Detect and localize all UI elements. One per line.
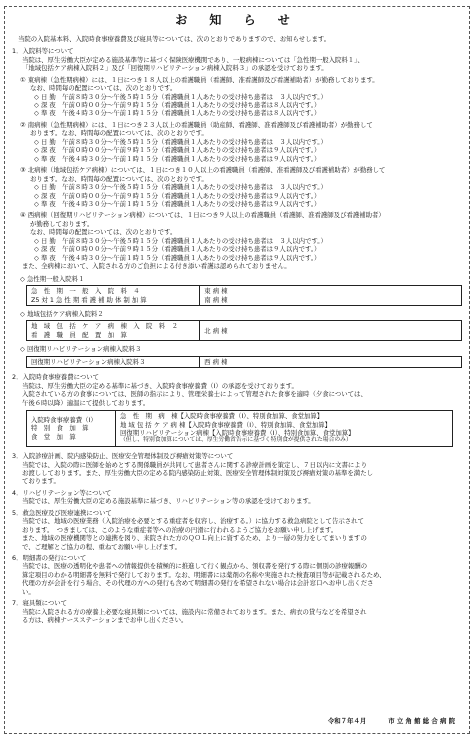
section-1-lead: 当院は、厚生労働大臣が定める施設基準等に基づく保険医療機関であり、一般病棟については「急性期一般入院料１」、 bbox=[22, 55, 364, 64]
table-cell bbox=[200, 356, 462, 367]
section-5-text: 当院では、地域の医療業務（入院治療を必要とする重症者を収容し、治療する。）に協力する救急病院として告示されて bbox=[22, 517, 364, 526]
section-2-heading: 2．入院時食事療養費について bbox=[12, 373, 100, 382]
section-2-text: 午後６時以降）適温にて提供しております。 bbox=[22, 398, 150, 407]
section-3-text: 当院では、入院の際に医師を始めとする関係職員が共同して患者さんに関する診療計画を策定し、７日以内に文書により bbox=[22, 460, 368, 469]
section-2-text: 当院は、厚生労働大臣の定める基準に基づき、入院時食事療養費（Ⅰ）の承認を受けております。 bbox=[22, 381, 298, 390]
ward-west-heading-cont: が勤務しております。 bbox=[30, 219, 94, 228]
ward-east-heading: ① 東病棟（急性期病棟）には、１日につき１８人以上の看護職員（看護師、准看護師及び看護補助者）が勤務しております。 bbox=[20, 75, 379, 84]
ward-name: 北 病 棟 bbox=[204, 326, 228, 335]
section-3-text: お渡ししております。また、厚生労働大臣の定める院内感染防止対策、医療安全管理体制対策及び褥瘡対策の基準を満たし bbox=[22, 468, 373, 477]
table-cell bbox=[200, 286, 462, 306]
table-row bbox=[27, 356, 462, 367]
section-7-text: 当院に入院される方の療養上必要な寝具類については、施設内に常備されております。また、病衣の貸与などを希望され bbox=[22, 607, 367, 616]
section-1-lead: 「地域包括ケア病棟入院料２」及び「回復期リハビリテーション病棟入院料３」の承認を受けております。 bbox=[22, 64, 328, 73]
meal-fee-name: 食 堂 加 算 bbox=[31, 432, 76, 441]
shift-line: ◇ 日 勤 午前８時３０分～午後５時１５分（看護職員１人あたりの受け持ち患者は ３人以内です。） bbox=[34, 236, 327, 245]
shift-line: ◇ 準 夜 午後４時３０分～午前１時１５分（看護職員１人あたりの受け持ち患者は８人以内です。） bbox=[34, 109, 321, 118]
ward-name: 東 病 棟 bbox=[204, 287, 228, 296]
section-7-text: る方は、病棟ナースステーションまでお申し出ください。 bbox=[22, 616, 188, 625]
section-4-heading: 4．リハビリテーション等について bbox=[12, 488, 112, 497]
shift-line: ◇ 日 勤 午前８時３０分～午後５時１５分（看護職員１人あたりの受け持ち患者は ３人以内です。） bbox=[34, 92, 327, 101]
meal-fee-ward: 回復期リハビリテーション病棟【入院時食事療養費（Ⅰ）、特別食加算、食堂加算】 bbox=[120, 428, 355, 437]
ward-fee-table bbox=[26, 285, 462, 306]
shift-line: ◇ 深 夜 午前０時００分～午前９時１５分（看護職員１人あたりの受け持ち患者は９人以内です。） bbox=[34, 245, 321, 254]
section-1-heading: 1．入院料等について bbox=[12, 47, 74, 56]
section-3-heading: 3．入院診療計画、院内感染防止、医療安全管理体制及び褥瘡対策等について bbox=[12, 452, 234, 461]
ward-north-heading: ③ 北病棟（地域包括ケア病棟）については、１日につき１０人以上の看護職員（看護師、准看護師及び看護補助者）が勤務して bbox=[20, 166, 386, 175]
fee-name: 急 性 期 一 般 入 院 料 ４ bbox=[31, 287, 140, 296]
meal-fee-name: 入院時食事療養費（Ⅰ） bbox=[31, 415, 97, 424]
ward-fee-table bbox=[26, 320, 462, 341]
section-6-heading: 6．明細書の発行について bbox=[12, 554, 87, 563]
shift-line: ◇ 準 夜 午後４時３０分～午前１時１５分（看護職員１人あたりの受け持ち患者は９人以内です。） bbox=[34, 199, 321, 208]
attendant-note: また、全病棟において、入院される方のご負担による付き添い看護は認められておりません。 bbox=[22, 262, 291, 271]
ward-name: 南 病 棟 bbox=[204, 295, 228, 304]
group-label: ◇ 地域包括ケア病棟入院料２ bbox=[20, 309, 104, 318]
table-row bbox=[27, 286, 462, 306]
table-cell bbox=[27, 286, 200, 306]
section-5-text: また、地域の医療機関等との連携を図り、来院された方のＱＯＬ向上に資するため、より一層の努力をしてまいりますの bbox=[22, 534, 367, 543]
fee-name: Z5 対 1 急 性 期 看 護 補 助 体 制 加 算 bbox=[31, 295, 147, 304]
notice-page bbox=[4, 6, 470, 734]
table-cell bbox=[27, 411, 116, 447]
section-3-text: ております。 bbox=[22, 477, 60, 486]
intro-text: 当院の入院基本料、入院時食事療養費及び寝具等については、次のとおりでありますので、お知らせします。 bbox=[18, 34, 331, 43]
table-cell bbox=[27, 356, 200, 367]
fee-name: 看 護 職 員 配 置 加 算 bbox=[31, 330, 127, 339]
ward-west-sub: なお、時間毎の配置については、次のとおりです。 bbox=[30, 228, 177, 237]
ward-fee-table bbox=[26, 356, 462, 368]
fee-name: 回復期リハビリテーション病棟入院料３ bbox=[31, 357, 146, 366]
page-title: お 知 ら せ bbox=[175, 13, 299, 27]
ward-south-heading: ② 南病棟（急性期病棟）には、１日につき２３人以上の看護職員（助産師、看護師、准看護師及び看護補助者）が勤務して bbox=[20, 120, 373, 129]
ward-name: 西 病 棟 bbox=[204, 357, 228, 366]
group-label: ◇ 回復期リハビリテーション病棟入院料３ bbox=[20, 345, 142, 354]
table-cell bbox=[116, 411, 453, 447]
meal-fee-note: （但し、特別食加算については、厚生労働省告示に基づく特別食が提供された場合のみ） bbox=[120, 437, 352, 444]
section-6-text: 代理の方が会計を行う場合、その代理の方への発行も含めて明細書の発行を希望されない場合は会計窓口へお申し出くださ bbox=[22, 579, 374, 588]
meal-fee-ward: 地 域 包 括 ケ ア 病 棟【入院時食事療養費（Ⅰ）、特別食加算、食堂加算】 bbox=[120, 420, 332, 429]
section-6-text: 当院では、医療の透明化や患者への情報提供を積極的に推進して行く観点から、領収書を発行する際に個別の診療報酬の bbox=[22, 562, 368, 571]
ward-east-sub: なお、時間毎の配置については、次のとおりです。 bbox=[30, 84, 177, 93]
table-row bbox=[27, 321, 462, 341]
ward-north-heading-cont: おります。なお、時間毎の配置については、次のとおりです。 bbox=[30, 174, 208, 183]
section-6-text: い。 bbox=[22, 587, 35, 596]
shift-line: ◇ 深 夜 午前０時００分～午前９時１５分（看護職員１人あたりの受け持ち患者は８人以内です。） bbox=[34, 101, 321, 109]
footer-date: 令和７年４月 bbox=[327, 716, 367, 725]
meal-fee-name: 特 別 食 加 算 bbox=[31, 424, 89, 433]
shift-line: ◇ 準 夜 午後４時３０分～午前１時１５分（看護職員１人あたりの受け持ち患者は９人以内です。） bbox=[34, 253, 321, 262]
table-cell bbox=[200, 321, 462, 341]
section-4-text: 当院では、厚生労働大臣の定める施設基準に基づき、リハビリテーション等の承認を受けております。 bbox=[22, 497, 315, 506]
shift-line: ◇ 深 夜 午前０時００分～午前９時１５分（看護職員１人あたりの受け持ち患者は９人以内です。） bbox=[34, 146, 321, 155]
table-cell bbox=[27, 321, 200, 341]
section-5-text: で、ご理解とご協力の程、重ねてお願い申し上げます。 bbox=[22, 542, 181, 551]
section-6-text: 算定項目のわかる明細書を無料で発行しております。なお、明細書には薬剤の名称や実施された検査項目等が記載されるため、 bbox=[22, 570, 386, 579]
shift-line: ◇ 準 夜 午後４時３０分～午前１時１５分（看護職員１人あたりの受け持ち患者は９人以内です。） bbox=[34, 154, 321, 163]
shift-line: ◇ 日 勤 午前８時３０分～午後５時１５分（看護職員１人あたりの受け持ち患者は ３人以内です。） bbox=[34, 137, 327, 146]
meal-fee-ward: 急 性 期 病 棟【入院時食事療養費（Ⅰ）、特別食加算、食堂加算】 bbox=[120, 412, 324, 421]
hospital-name: 市 立 角 館 総 合 病 院 bbox=[388, 716, 455, 725]
shift-line: ◇ 日 勤 午前８時３０分～午後５時１５分（看護職員１人あたりの受け持ち患者は ３人以内です。） bbox=[34, 183, 327, 192]
ward-west-heading: ④ 西病棟（回復期リハビリテーション病棟）については、１日につき９人以上の看護職員（看護師、准看護師及び看護補助者） bbox=[20, 211, 385, 220]
section-7-heading: 7．寝具類について bbox=[12, 599, 68, 608]
section-2-text: 入院されている方の食事については、医師の指示により、管理栄養士によって管理された食事を適時（夕食については、 bbox=[22, 390, 367, 399]
table-row bbox=[27, 411, 453, 447]
section-5-heading: 5．救急医療及び医療連携について bbox=[12, 508, 112, 517]
section-5-text: おります。 つきましては、このような重症者等への治療の円滑に行われるようご協力をお願い申し上げます。 bbox=[22, 525, 338, 534]
group-label: ◇ 急性期一般入院料１ bbox=[20, 274, 85, 283]
shift-line: ◇ 深 夜 午前０時００分～午前９時１５分（看護職員１人あたりの受け持ち患者は９人以内です。） bbox=[34, 191, 321, 200]
meal-fee-table bbox=[26, 410, 453, 447]
fee-name: 地 域 包 括 ケ ア 病 棟 入 院 料 ２ bbox=[31, 322, 178, 331]
ward-south-heading-cont: おります。なお、時間毎の配置については、次のとおりです。 bbox=[30, 129, 208, 138]
footer bbox=[308, 717, 455, 725]
